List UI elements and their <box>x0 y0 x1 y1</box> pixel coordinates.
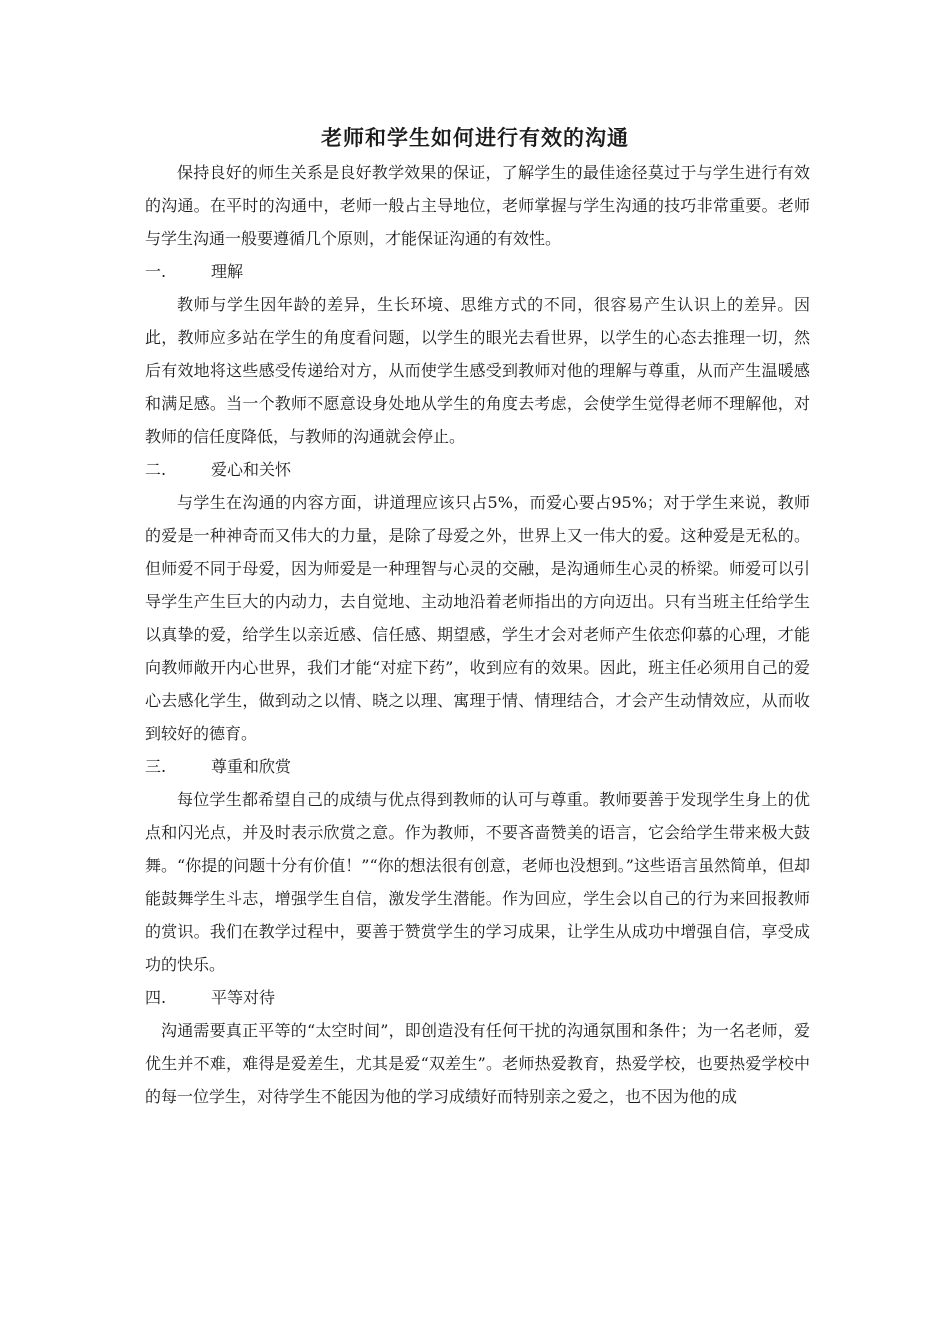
document-title: 老师和学生如何进行有效的沟通 <box>321 125 629 150</box>
section-number: 一. <box>145 262 167 281</box>
section-title: 平等对待 <box>211 988 276 1007</box>
section-heading-1 <box>145 255 810 288</box>
section-heading-2 <box>145 453 810 486</box>
section-heading-4 <box>145 981 810 1014</box>
section-paragraph-4: 沟通需要真正平等的“太空时间”，即创造没有任何干扰的沟通氛围和条件；为一名老师，爱优生并不难，难得是爱差生，尤其是爱“双差生”。老师热爱教育，热爱学校，也要热爱学校中的每一位学生，对待学生不能因为他的学习成绩好而特别亲之爱之，也不因为他的成 <box>145 1021 810 1106</box>
section-number: 三. <box>145 757 167 776</box>
section-number: 四. <box>145 988 167 1007</box>
intro-paragraph: 保持良好的师生关系是良好教学效果的保证，了解学生的最佳途径莫过于与学生进行有效的沟通。在平时的沟通中，老师一般占主导地位，老师掌握与学生沟通的技巧非常重要。老师与学生沟通一般要遵循几个原则，才能保证沟通的有效性。 <box>145 163 810 248</box>
section-title: 爱心和关怀 <box>211 460 292 479</box>
section-paragraph-1: 教师与学生因年龄的差异，生长环境、思维方式的不同，很容易产生认识上的差异。因此，教师应多站在学生的角度看问题，以学生的眼光去看世界，以学生的心态去推理一切，然后有效地将这些感受传递给对方，从而使学生感受到教师对他的理解与尊重，从而产生温暖感和满足感。当一个教师不愿意设身处地从学生的角度去考虑，会使学生觉得老师不理解他，对教师的信任度降低，与教师的沟通就会停止。 <box>145 295 810 446</box>
section-paragraph-2: 与学生在沟通的内容方面，讲道理应该只占5%，而爱心要占95%；对于学生来说，教师的爱是一种神奇而又伟大的力量，是除了母爱之外，世界上又一伟大的爱。这种爱是无私的。但师爱不同于母爱，因为师爱是一种理智与心灵的交融，是沟通师生心灵的桥梁。师爱可以引导学生产生巨大的内动力，去自觉地、主动地沿着老师指出的方向迈出。只有当班主任给学生以真挚的爱，给学生以亲近感、信任感、期望感，学生才会对老师产生依恋仰慕的心理，才能向教师敞开内心世界，我们才能“对症下药”，收到应有的效果。因此，班主任必须用自己的爱心去感化学生，做到动之以情、晓之以理、寓理于情、情理结合，才会产生动情效应，从而收到较好的德育。 <box>145 493 810 743</box>
section-number: 二. <box>145 460 167 479</box>
section-paragraph-3: 每位学生都希望自己的成绩与优点得到教师的认可与尊重。教师要善于发现学生身上的优点和闪光点，并及时表示欣赏之意。作为教师，不要吝啬赞美的语言，它会给学生带来极大鼓舞。“你提的问题十分有价值！”“你的想法很有创意，老师也没想到。”这些语言虽然简单，但却能鼓舞学生斗志，增强学生自信，激发学生潜能。作为回应，学生会以自己的行为来回报教师的赏识。我们在教学过程中，要善于赞赏学生的学习成果，让学生从成功中增强自信，享受成功的快乐。 <box>145 790 810 974</box>
section-title: 尊重和欣赏 <box>211 757 292 776</box>
document-body <box>145 156 810 1113</box>
section-heading-3 <box>145 750 810 783</box>
section-title: 理解 <box>211 262 244 281</box>
